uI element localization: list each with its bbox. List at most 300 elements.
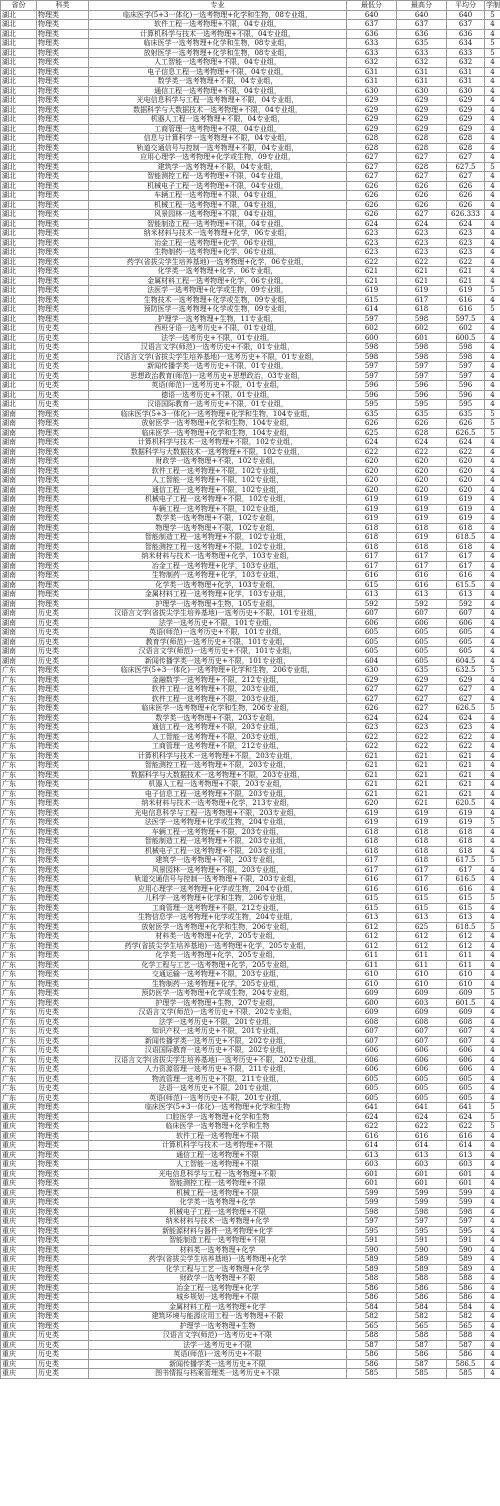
cell-duration: 4 xyxy=(485,1331,500,1341)
cell-avg-score: 619 xyxy=(447,818,485,828)
table-row xyxy=(1,808,500,818)
cell-min-score: 619 xyxy=(347,514,397,524)
cell-duration: 4 xyxy=(485,219,500,229)
cell-category: 物理类 xyxy=(37,998,89,1008)
cell-max-score: 616 xyxy=(397,884,447,894)
table-row xyxy=(1,609,500,619)
cell-avg-score: 630 xyxy=(447,86,485,96)
table-row xyxy=(1,305,500,315)
cell-max-score: 588 xyxy=(397,1331,447,1341)
cell-duration: 4 xyxy=(485,1293,500,1303)
cell-duration: 4 xyxy=(485,647,500,657)
cell-avg-score: 632 xyxy=(447,58,485,68)
cell-max-score: 602 xyxy=(397,324,447,334)
cell-max-score: 628 xyxy=(397,428,447,438)
cell-duration: 4 xyxy=(485,960,500,970)
cell-province: 湖南 xyxy=(1,523,37,533)
cell-min-score: 598 xyxy=(347,343,397,353)
cell-min-score: 616 xyxy=(347,571,397,581)
cell-province: 湖南 xyxy=(1,495,37,505)
cell-duration: 4 xyxy=(485,1359,500,1369)
cell-province: 重庆 xyxy=(1,1179,37,1189)
cell-category: 物理类 xyxy=(37,485,89,495)
cell-max-score: 627 xyxy=(397,153,447,163)
table-row xyxy=(1,1084,500,1094)
cell-duration: 4 xyxy=(485,143,500,153)
cell-max-score: 598 xyxy=(397,1207,447,1217)
table-row xyxy=(1,523,500,533)
cell-category: 物理类 xyxy=(37,846,89,856)
cell-major: 英语(师范)一选考历史+不限，01专业组， xyxy=(89,381,347,391)
cell-avg-score: 591 xyxy=(447,1236,485,1246)
cell-avg-score: 603 xyxy=(447,1160,485,1170)
cell-duration: 4 xyxy=(485,495,500,505)
cell-major: 城乡规划一选考物理+不限 xyxy=(89,1293,347,1303)
table-row xyxy=(1,362,500,372)
table-row xyxy=(1,1302,500,1312)
table-row xyxy=(1,447,500,457)
cell-major: 临床医学一选考物理+化学和生物 xyxy=(89,1122,347,1132)
cell-category: 物理类 xyxy=(37,134,89,144)
cell-duration: 4 xyxy=(485,1217,500,1227)
cell-major: 金属材料工程一选考物理+化学，06专业组， xyxy=(89,276,347,286)
cell-duration: 4 xyxy=(485,105,500,115)
cell-min-score: 587 xyxy=(347,1340,397,1350)
cell-major: 数据科学与大数据技术一选考物理+不限，203专业组， xyxy=(89,770,347,780)
cell-max-score: 592 xyxy=(397,599,447,609)
table-row xyxy=(1,409,500,419)
cell-category: 物理类 xyxy=(37,153,89,163)
cell-avg-score: 621 xyxy=(447,761,485,771)
cell-max-score: 587 xyxy=(397,1359,447,1369)
cell-duration: 4 xyxy=(485,390,500,400)
cell-duration: 4 xyxy=(485,124,500,134)
cell-avg-score: 608 xyxy=(447,1017,485,1027)
table-row xyxy=(1,761,500,771)
cell-duration: 4 xyxy=(485,1131,500,1141)
cell-max-score: 597 xyxy=(397,371,447,381)
cell-duration: 5 xyxy=(485,989,500,999)
cell-avg-score: 616 xyxy=(447,1131,485,1141)
cell-category: 物理类 xyxy=(37,979,89,989)
table-row xyxy=(1,267,500,277)
cell-major: 智能制造工程一选考物理+不限，102专业组， xyxy=(89,533,347,543)
cell-major: 法医学一选考物理+化学或生物，09专业组， xyxy=(89,286,347,296)
cell-province: 湖北 xyxy=(1,229,37,239)
table-row xyxy=(1,86,500,96)
cell-category: 物理类 xyxy=(37,143,89,153)
cell-avg-score: 620 xyxy=(447,466,485,476)
cell-category: 物理类 xyxy=(37,248,89,258)
cell-major: 光电信息科学与工程一选考物理+不限 xyxy=(89,1169,347,1179)
cell-min-score: 584 xyxy=(347,1302,397,1312)
cell-max-score: 622 xyxy=(397,257,447,267)
cell-category: 物理类 xyxy=(37,590,89,600)
cell-category: 历史类 xyxy=(37,609,89,619)
cell-avg-score: 627.5 xyxy=(447,162,485,172)
cell-duration: 4 xyxy=(485,1027,500,1037)
cell-min-score: 620 xyxy=(347,457,397,467)
cell-major: 临床医学(5+3一体化)一选考物理+化学和生物，206专业组， xyxy=(89,666,347,676)
cell-max-score: 601 xyxy=(397,333,447,343)
cell-avg-score: 626 xyxy=(447,200,485,210)
table-row xyxy=(1,742,500,752)
cell-avg-score: 619 xyxy=(447,504,485,514)
cell-category: 物理类 xyxy=(37,504,89,514)
cell-major: 汉语言文学(省拔尖学生培养基地)一选考历史+不限，202专业组， xyxy=(89,1055,347,1065)
cell-province: 广东 xyxy=(1,704,37,714)
cell-duration: 4 xyxy=(485,941,500,951)
cell-min-score: 595 xyxy=(347,1226,397,1236)
cell-category: 历史类 xyxy=(37,1008,89,1018)
cell-duration: 4 xyxy=(485,903,500,913)
cell-province: 湖南 xyxy=(1,552,37,562)
cell-province: 重庆 xyxy=(1,1293,37,1303)
cell-avg-score: 627 xyxy=(447,685,485,695)
table-row xyxy=(1,1046,500,1056)
cell-category: 物理类 xyxy=(37,837,89,847)
table-row xyxy=(1,590,500,600)
cell-max-score: 618 xyxy=(397,856,447,866)
cell-max-score: 605 xyxy=(397,637,447,647)
table-row xyxy=(1,732,500,742)
cell-province: 重庆 xyxy=(1,1245,37,1255)
cell-avg-score: 605 xyxy=(447,1093,485,1103)
header-major: 专业 xyxy=(89,1,347,11)
table-row xyxy=(1,20,500,30)
cell-duration: 4 xyxy=(485,485,500,495)
cell-province: 重庆 xyxy=(1,1169,37,1179)
cell-province: 广东 xyxy=(1,932,37,942)
table-row xyxy=(1,124,500,134)
cell-max-score: 631 xyxy=(397,67,447,77)
cell-min-score: 618 xyxy=(347,827,397,837)
cell-min-score: 633 xyxy=(347,48,397,58)
cell-major: 机器人工程一选考物理+不限，04专业组， xyxy=(89,115,347,125)
table-row xyxy=(1,837,500,847)
cell-major: 计算机科学与技术一选考物理+不限，203专业组， xyxy=(89,751,347,761)
cell-min-score: 623 xyxy=(347,248,397,258)
cell-category: 物理类 xyxy=(37,67,89,77)
cell-major: 建筑环境与能源应用工程一选考物理+不限 xyxy=(89,1312,347,1322)
cell-min-score: 606 xyxy=(347,1065,397,1075)
table-row xyxy=(1,1264,500,1274)
cell-province: 重庆 xyxy=(1,1160,37,1170)
cell-province: 湖南 xyxy=(1,580,37,590)
cell-avg-score: 618 xyxy=(447,837,485,847)
cell-avg-score: 590 xyxy=(447,1245,485,1255)
cell-max-score: 601 xyxy=(397,1169,447,1179)
cell-category: 物理类 xyxy=(37,580,89,590)
table-row xyxy=(1,143,500,153)
cell-major: 交通运输一选考物理+不限，203专业组， xyxy=(89,970,347,980)
cell-avg-score: 617 xyxy=(447,561,485,571)
cell-avg-score: 623 xyxy=(447,248,485,258)
cell-min-score: 626 xyxy=(347,200,397,210)
cell-min-score: 624 xyxy=(347,713,397,723)
cell-category: 物理类 xyxy=(37,1179,89,1189)
cell-max-score: 621 xyxy=(397,761,447,771)
cell-province: 湖北 xyxy=(1,295,37,305)
cell-max-score: 620 xyxy=(397,466,447,476)
cell-major: 口腔医学一选考物理+化学和生物 xyxy=(89,1112,347,1122)
cell-major: 纳米材料与技术一选考物理+化学，06专业组， xyxy=(89,229,347,239)
cell-min-score: 621 xyxy=(347,751,397,761)
cell-avg-score: 621 xyxy=(447,267,485,277)
cell-major: 机械电子工程一选考物理+不限，203专业组， xyxy=(89,846,347,856)
cell-category: 物理类 xyxy=(37,115,89,125)
cell-max-score: 623 xyxy=(397,238,447,248)
table-row xyxy=(1,67,500,77)
cell-major: 纳米材料与技术一选考物理+化学，103专业组， xyxy=(89,552,347,562)
cell-duration: 4 xyxy=(485,808,500,818)
cell-major: 化学工程与工艺一选考物理+化学 xyxy=(89,1264,347,1274)
cell-major: 生物制药一选考物理+化学，205专业组， xyxy=(89,979,347,989)
table-row xyxy=(1,856,500,866)
cell-avg-score: 618 xyxy=(447,846,485,856)
cell-duration: 5 xyxy=(485,428,500,438)
cell-max-score: 628 xyxy=(397,134,447,144)
cell-category: 物理类 xyxy=(37,39,89,49)
cell-category: 物理类 xyxy=(37,1169,89,1179)
cell-duration: 4 xyxy=(485,371,500,381)
table-row xyxy=(1,552,500,562)
cell-province: 重庆 xyxy=(1,1122,37,1132)
cell-max-score: 598 xyxy=(397,314,447,324)
cell-max-score: 612 xyxy=(397,932,447,942)
table-row xyxy=(1,865,500,875)
cell-category: 物理类 xyxy=(37,105,89,115)
cell-min-score: 621 xyxy=(347,770,397,780)
cell-province: 湖北 xyxy=(1,314,37,324)
cell-max-score: 609 xyxy=(397,989,447,999)
cell-major: 药学(省拔尖学生培养基地)一选考物理+化学，06专业组， xyxy=(89,257,347,267)
cell-province: 湖北 xyxy=(1,181,37,191)
cell-major: 智能制造工程一选考物理+不限，04专业组， xyxy=(89,219,347,229)
cell-min-score: 619 xyxy=(347,818,397,828)
cell-max-score: 586 xyxy=(397,1293,447,1303)
cell-avg-score: 606 xyxy=(447,1065,485,1075)
cell-category: 物理类 xyxy=(37,685,89,695)
cell-province: 湖北 xyxy=(1,39,37,49)
table-row xyxy=(1,894,500,904)
cell-avg-score: 622 xyxy=(447,447,485,457)
table-row xyxy=(1,970,500,980)
cell-duration: 4 xyxy=(485,913,500,923)
cell-major: 信息与计算科学一选考物理+不限，04专业组， xyxy=(89,134,347,144)
cell-max-score: 640 xyxy=(397,10,447,20)
cell-province: 广东 xyxy=(1,780,37,790)
cell-min-score: 614 xyxy=(347,1141,397,1151)
cell-min-score: 598 xyxy=(347,352,397,362)
table-row xyxy=(1,818,500,828)
cell-province: 广东 xyxy=(1,1065,37,1075)
cell-category: 物理类 xyxy=(37,1274,89,1284)
cell-category: 历史类 xyxy=(37,1074,89,1084)
cell-major: 轨道交通信号与控制一选考物理+不限，203专业组， xyxy=(89,875,347,885)
cell-avg-score: 616.5 xyxy=(447,875,485,885)
cell-province: 湖北 xyxy=(1,390,37,400)
cell-category: 物理类 xyxy=(37,922,89,932)
cell-category: 历史类 xyxy=(37,343,89,353)
cell-min-score: 621 xyxy=(347,267,397,277)
cell-province: 湖南 xyxy=(1,476,37,486)
cell-min-score: 612 xyxy=(347,932,397,942)
cell-min-score: 605 xyxy=(347,637,397,647)
cell-max-score: 621 xyxy=(397,267,447,277)
cell-max-score: 615 xyxy=(397,894,447,904)
cell-min-score: 629 xyxy=(347,675,397,685)
cell-category: 历史类 xyxy=(37,1017,89,1027)
cell-major: 纳米材料与技术一选考物理+化学 xyxy=(89,1217,347,1227)
cell-min-score: 586 xyxy=(347,1283,397,1293)
cell-max-score: 618 xyxy=(397,837,447,847)
cell-major: 物理学一选考物理+不限，102专业组， xyxy=(89,523,347,533)
cell-avg-score: 620 xyxy=(447,476,485,486)
cell-province: 重庆 xyxy=(1,1207,37,1217)
cell-major: 临床医学一选考物理+化学和生物，104专业组， xyxy=(89,428,347,438)
table-row xyxy=(1,324,500,334)
cell-major: 计算机科学与技术一选考物理+不限，102专业组， xyxy=(89,438,347,448)
table-row xyxy=(1,780,500,790)
cell-min-score: 585 xyxy=(347,1369,397,1379)
table-row xyxy=(1,951,500,961)
cell-min-score: 588 xyxy=(347,1331,397,1341)
cell-max-score: 605 xyxy=(397,656,447,666)
cell-max-score: 617 xyxy=(397,865,447,875)
cell-min-score: 617 xyxy=(347,561,397,571)
cell-province: 湖南 xyxy=(1,514,37,524)
cell-major: 车辆工程一选考物理+不限，04专业组， xyxy=(89,191,347,201)
cell-category: 物理类 xyxy=(37,200,89,210)
cell-category: 物理类 xyxy=(37,238,89,248)
table-row xyxy=(1,134,500,144)
cell-category: 物理类 xyxy=(37,86,89,96)
cell-avg-score: 621 xyxy=(447,276,485,286)
cell-major: 光电信息科学与工程一选考物理+不限，203专业组， xyxy=(89,808,347,818)
table-row xyxy=(1,561,500,571)
cell-duration: 4 xyxy=(485,761,500,771)
cell-min-score: 565 xyxy=(347,1321,397,1331)
cell-category: 物理类 xyxy=(37,789,89,799)
cell-duration: 4 xyxy=(485,1198,500,1208)
cell-province: 湖北 xyxy=(1,153,37,163)
cell-avg-score: 617.5 xyxy=(447,856,485,866)
cell-max-score: 598 xyxy=(397,352,447,362)
cell-duration: 4 xyxy=(485,96,500,106)
cell-duration: 4 xyxy=(485,742,500,752)
cell-category: 物理类 xyxy=(37,295,89,305)
cell-province: 广东 xyxy=(1,989,37,999)
table-row xyxy=(1,153,500,163)
cell-category: 物理类 xyxy=(37,476,89,486)
cell-avg-score: 624 xyxy=(447,713,485,723)
table-row xyxy=(1,913,500,923)
cell-major: 法医学一选考物理+化学或生物，204专业组， xyxy=(89,818,347,828)
cell-avg-score: 640 xyxy=(447,10,485,20)
cell-avg-score: 627 xyxy=(447,694,485,704)
cell-major: 金属材料工程一选考物理+化学，103专业组， xyxy=(89,590,347,600)
cell-avg-score: 613 xyxy=(447,1150,485,1160)
cell-avg-score: 595 xyxy=(447,400,485,410)
table-row xyxy=(1,713,500,723)
cell-avg-score: 585 xyxy=(447,1369,485,1379)
cell-major: 冶金工程一选考物理+化学，06专业组， xyxy=(89,238,347,248)
cell-category: 物理类 xyxy=(37,276,89,286)
table-row xyxy=(1,647,500,657)
cell-province: 广东 xyxy=(1,894,37,904)
cell-category: 物理类 xyxy=(37,808,89,818)
cell-category: 物理类 xyxy=(37,932,89,942)
cell-min-score: 641 xyxy=(347,1103,397,1113)
cell-province: 湖北 xyxy=(1,352,37,362)
cell-min-score: 619 xyxy=(347,286,397,296)
cell-major: 材料类一选考物理+化学 xyxy=(89,1245,347,1255)
cell-province: 湖南 xyxy=(1,647,37,657)
cell-max-score: 629 xyxy=(397,96,447,106)
cell-avg-score: 610 xyxy=(447,979,485,989)
cell-min-score: 628 xyxy=(347,143,397,153)
cell-max-score: 627 xyxy=(397,694,447,704)
cell-min-score: 626 xyxy=(347,419,397,429)
cell-province: 广东 xyxy=(1,1008,37,1018)
table-row xyxy=(1,1169,500,1179)
cell-max-score: 627 xyxy=(397,685,447,695)
cell-province: 广东 xyxy=(1,1084,37,1094)
cell-duration: 4 xyxy=(485,324,500,334)
cell-major: 计算机科学与技术一选考物理+不限，04专业组， xyxy=(89,29,347,39)
table-row xyxy=(1,1321,500,1331)
table-row xyxy=(1,1112,500,1122)
cell-duration: 4 xyxy=(485,200,500,210)
cell-province: 广东 xyxy=(1,742,37,752)
cell-province: 湖北 xyxy=(1,257,37,267)
cell-major: 英语(师范)一选考历史+不限 xyxy=(89,1350,347,1360)
table-row xyxy=(1,428,500,438)
cell-min-score: 623 xyxy=(347,723,397,733)
cell-avg-score: 605 xyxy=(447,628,485,638)
cell-avg-score: 629 xyxy=(447,105,485,115)
cell-province: 湖南 xyxy=(1,409,37,419)
table-row xyxy=(1,998,500,1008)
table-row xyxy=(1,238,500,248)
cell-province: 湖南 xyxy=(1,504,37,514)
cell-category: 物理类 xyxy=(37,1293,89,1303)
cell-category: 物理类 xyxy=(37,20,89,30)
cell-min-score: 609 xyxy=(347,1008,397,1018)
cell-avg-score: 601.5 xyxy=(447,998,485,1008)
table-row xyxy=(1,1055,500,1065)
cell-major: 金融数学一选考物理+不限，212专业组， xyxy=(89,675,347,685)
cell-province: 广东 xyxy=(1,789,37,799)
cell-min-score: 623 xyxy=(347,229,397,239)
cell-min-score: 626 xyxy=(347,210,397,220)
cell-duration: 4 xyxy=(485,514,500,524)
cell-duration: 4 xyxy=(485,1046,500,1056)
cell-min-score: 613 xyxy=(347,590,397,600)
cell-min-score: 617 xyxy=(347,856,397,866)
cell-min-score: 610 xyxy=(347,979,397,989)
cell-min-score: 629 xyxy=(347,96,397,106)
table-row xyxy=(1,219,500,229)
cell-duration: 4 xyxy=(485,1084,500,1094)
table-row xyxy=(1,1369,500,1379)
cell-category: 物理类 xyxy=(37,856,89,866)
cell-duration: 4 xyxy=(485,533,500,543)
table-row xyxy=(1,884,500,894)
cell-duration: 4 xyxy=(485,875,500,885)
cell-min-score: 612 xyxy=(347,941,397,951)
